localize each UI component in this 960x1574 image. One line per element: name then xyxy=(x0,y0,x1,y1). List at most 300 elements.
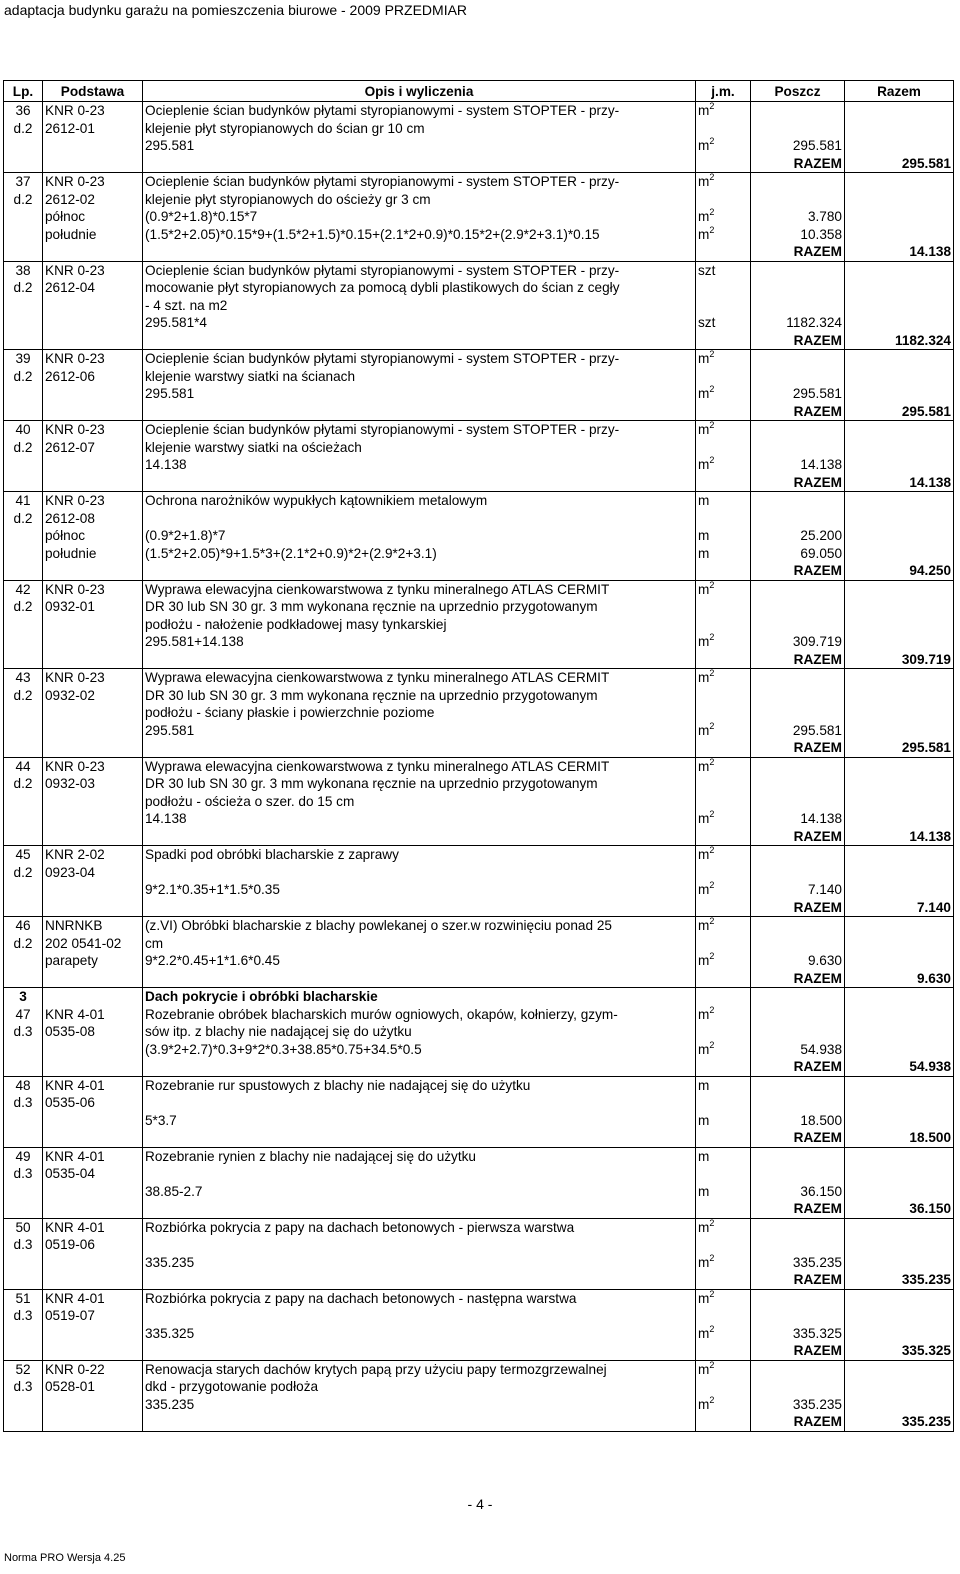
cell-basis xyxy=(43,155,143,173)
cell-total xyxy=(845,1112,954,1130)
cell-lp xyxy=(4,899,43,917)
cell-unit xyxy=(696,739,751,757)
cell-unit: m xyxy=(696,1076,751,1094)
cell-partial: 36.150 xyxy=(751,1183,845,1201)
cell-description: Renowacja starych dachów krytych papą przy użyciu papy termozgrzewalnej xyxy=(143,1360,696,1378)
cell-lp: d.2 xyxy=(4,935,43,953)
cell-partial xyxy=(751,1094,845,1112)
cell-basis: KNR 0-23 xyxy=(43,102,143,120)
table-row xyxy=(4,1112,954,1130)
cell-unit: $m^2$ xyxy=(696,226,751,244)
cell-lp xyxy=(4,385,43,403)
cell-description: 335.235 xyxy=(143,1396,696,1414)
cell-basis: północ xyxy=(43,527,143,545)
cell-basis: 0519-06 xyxy=(43,1236,143,1254)
cell-description: 295.581*4 xyxy=(143,314,696,332)
cell-total xyxy=(845,439,954,457)
cell-description: Wyprawa elewacyjna cienkowarstwowa z tynku mineralnego ATLAS CERMIT xyxy=(143,669,696,687)
page-number: - 4 - xyxy=(467,1496,493,1512)
cell-total xyxy=(845,722,954,740)
table-row xyxy=(4,137,954,155)
cell-basis: KNR 4-01 xyxy=(43,1218,143,1236)
header-lp: Lp. xyxy=(4,81,43,102)
cell-lp xyxy=(4,155,43,173)
cell-partial xyxy=(751,492,845,510)
cell-partial xyxy=(751,1147,845,1165)
cell-lp xyxy=(4,633,43,651)
cell-partial: 7.140 xyxy=(751,881,845,899)
cell-total xyxy=(845,687,954,705)
cell-partial xyxy=(751,598,845,616)
cell-unit: $m^2$ xyxy=(696,102,751,120)
cell-unit xyxy=(696,474,751,492)
cell-partial xyxy=(751,1006,845,1024)
cell-total xyxy=(845,881,954,899)
cell-basis: 2612-08 xyxy=(43,510,143,528)
cell-partial: 295.581 xyxy=(751,722,845,740)
cell-lp: 39 xyxy=(4,350,43,368)
cell-partial: 14.138 xyxy=(751,456,845,474)
cell-partial xyxy=(751,173,845,191)
cell-lp: d.2 xyxy=(4,598,43,616)
cell-description: DR 30 lub SN 30 gr. 3 mm wykonana ręcznie na uprzednio przygotowanym xyxy=(143,687,696,705)
cell-unit: $m^2$ xyxy=(696,208,751,226)
cell-partial: RAZEM xyxy=(751,899,845,917)
cell-description xyxy=(143,155,696,173)
cell-basis: parapety xyxy=(43,952,143,970)
cell-partial xyxy=(751,757,845,775)
cell-lp xyxy=(4,1254,43,1272)
table-row xyxy=(4,492,954,510)
cell-total xyxy=(845,1396,954,1414)
cell-unit: $m^2$ xyxy=(696,580,751,598)
cell-description xyxy=(143,332,696,350)
cell-partial: 295.581 xyxy=(751,137,845,155)
table-row xyxy=(4,1218,954,1236)
table-row xyxy=(4,793,954,811)
cell-lp: 36 xyxy=(4,102,43,120)
cell-unit: $m^2$ xyxy=(696,1041,751,1059)
cell-description: DR 30 lub SN 30 gr. 3 mm wykonana ręcznie na uprzednio przygotowanym xyxy=(143,598,696,616)
cell-total xyxy=(845,261,954,279)
cell-partial xyxy=(751,1165,845,1183)
cell-lp: 51 xyxy=(4,1289,43,1307)
cell-unit xyxy=(696,191,751,209)
table-row xyxy=(4,970,954,988)
cell-total: 335.235 xyxy=(845,1271,954,1289)
cell-total: 18.500 xyxy=(845,1129,954,1147)
cell-lp xyxy=(4,739,43,757)
cell-description: 9*2.2*0.45+1*1.6*0.45 xyxy=(143,952,696,970)
cell-lp xyxy=(4,704,43,722)
cell-unit: $m^2$ xyxy=(696,757,751,775)
table-row xyxy=(4,350,954,368)
cell-partial: RAZEM xyxy=(751,1200,845,1218)
cell-lp xyxy=(4,403,43,421)
cell-unit: szt xyxy=(696,314,751,332)
cell-basis xyxy=(43,385,143,403)
cell-description: (0.9*2+1.8)*0.15*7 xyxy=(143,208,696,226)
cell-description: sów itp. z blachy nie nadającej się do użytku xyxy=(143,1023,696,1041)
cell-basis: KNR 0-23 xyxy=(43,757,143,775)
cell-basis xyxy=(43,1254,143,1272)
cell-description xyxy=(143,1129,696,1147)
cell-lp xyxy=(4,1413,43,1431)
cell-unit xyxy=(696,704,751,722)
cell-partial xyxy=(751,1076,845,1094)
cell-partial: RAZEM xyxy=(751,1413,845,1431)
cell-total xyxy=(845,1360,954,1378)
cell-basis: 0932-02 xyxy=(43,687,143,705)
cell-partial: 25.200 xyxy=(751,527,845,545)
cell-total: 309.719 xyxy=(845,651,954,669)
cell-total: 14.138 xyxy=(845,474,954,492)
cell-partial xyxy=(751,935,845,953)
cell-partial: 335.235 xyxy=(751,1254,845,1272)
cell-basis xyxy=(43,722,143,740)
cell-basis xyxy=(43,297,143,315)
cell-partial xyxy=(751,687,845,705)
cell-description: Wyprawa elewacyjna cienkowarstwowa z tynku mineralnego ATLAS CERMIT xyxy=(143,580,696,598)
cell-basis: 0923-04 xyxy=(43,864,143,882)
cell-partial xyxy=(751,1360,845,1378)
cell-total: 36.150 xyxy=(845,1200,954,1218)
header-jm: j.m. xyxy=(696,81,751,102)
table-row xyxy=(4,1342,954,1360)
cell-description: - 4 szt. na m2 xyxy=(143,297,696,315)
cell-basis: NNRNKB xyxy=(43,917,143,935)
cell-total xyxy=(845,1236,954,1254)
cell-total xyxy=(845,917,954,935)
cell-lp: 45 xyxy=(4,846,43,864)
cell-description: mocowanie płyt styropianowych za pomocą dybli plastikowych do ścian z cegły xyxy=(143,279,696,297)
table-body xyxy=(4,102,954,1432)
cell-partial: RAZEM xyxy=(751,562,845,580)
cell-total xyxy=(845,1378,954,1396)
cell-partial xyxy=(751,120,845,138)
table-row xyxy=(4,439,954,457)
cell-total xyxy=(845,633,954,651)
cell-partial xyxy=(751,1378,845,1396)
table-row xyxy=(4,1307,954,1325)
cell-unit: $m^2$ xyxy=(696,350,751,368)
cell-description xyxy=(143,970,696,988)
cell-unit xyxy=(696,598,751,616)
table-row xyxy=(4,527,954,545)
cell-lp: 47 xyxy=(4,1006,43,1024)
cell-unit: $m^2$ xyxy=(696,1006,751,1024)
cell-total xyxy=(845,137,954,155)
cell-description xyxy=(143,1094,696,1112)
cell-lp: 38 xyxy=(4,261,43,279)
table-row xyxy=(4,952,954,970)
cell-lp: 50 xyxy=(4,1218,43,1236)
cell-lp xyxy=(4,137,43,155)
cell-basis: południe xyxy=(43,226,143,244)
cell-basis xyxy=(43,332,143,350)
cell-total: 295.581 xyxy=(845,403,954,421)
cell-basis: KNR 4-01 xyxy=(43,1006,143,1024)
cell-basis xyxy=(43,1325,143,1343)
cell-partial xyxy=(751,846,845,864)
header-poszcz: Poszcz xyxy=(751,81,845,102)
cell-unit xyxy=(696,279,751,297)
cell-total xyxy=(845,1218,954,1236)
cell-unit xyxy=(696,1271,751,1289)
cell-description: Spadki pod obróbki blacharskie z zaprawy xyxy=(143,846,696,864)
cell-unit xyxy=(696,1200,751,1218)
cell-basis: 2612-02 xyxy=(43,191,143,209)
cell-partial: RAZEM xyxy=(751,474,845,492)
cell-unit xyxy=(696,155,751,173)
cell-partial xyxy=(751,704,845,722)
cell-total: 335.235 xyxy=(845,1413,954,1431)
cell-unit xyxy=(696,899,751,917)
cell-partial: RAZEM xyxy=(751,970,845,988)
cell-basis xyxy=(43,1200,143,1218)
cell-basis: 2612-07 xyxy=(43,439,143,457)
cell-description xyxy=(143,1413,696,1431)
cell-description: klejenie warstwy siatki na ościeżach xyxy=(143,439,696,457)
cell-partial xyxy=(751,988,845,1006)
cell-lp: 52 xyxy=(4,1360,43,1378)
cell-basis xyxy=(43,1396,143,1414)
table-row xyxy=(4,102,954,120)
cell-basis xyxy=(43,988,143,1006)
table-row xyxy=(4,633,954,651)
cell-total xyxy=(845,492,954,510)
cell-unit: $m^2$ xyxy=(696,1360,751,1378)
cell-unit: $m^2$ xyxy=(696,669,751,687)
cell-description: (0.9*2+1.8)*7 xyxy=(143,527,696,545)
cell-description: Rozebranie obróbek blacharskich murów ogniowych, okapów, kołnierzy, gzym- xyxy=(143,1006,696,1024)
cell-lp xyxy=(4,722,43,740)
cell-basis: KNR 0-23 xyxy=(43,350,143,368)
cell-lp: d.2 xyxy=(4,439,43,457)
table-row xyxy=(4,226,954,244)
cell-unit: $m^2$ xyxy=(696,173,751,191)
cell-partial: RAZEM xyxy=(751,651,845,669)
table-row xyxy=(4,669,954,687)
table-row xyxy=(4,739,954,757)
cell-unit xyxy=(696,368,751,386)
cell-description xyxy=(143,1236,696,1254)
table-row xyxy=(4,191,954,209)
cell-basis xyxy=(43,243,143,261)
cell-unit: $m^2$ xyxy=(696,1396,751,1414)
cell-total xyxy=(845,775,954,793)
table-row xyxy=(4,828,954,846)
cell-total xyxy=(845,810,954,828)
table-row xyxy=(4,810,954,828)
cell-total xyxy=(845,1254,954,1272)
cell-description xyxy=(143,474,696,492)
cell-description: 295.581 xyxy=(143,722,696,740)
table-row xyxy=(4,988,954,1006)
cell-partial: RAZEM xyxy=(751,155,845,173)
cell-lp: 3 xyxy=(4,988,43,1006)
cell-partial xyxy=(751,1307,845,1325)
cell-lp xyxy=(4,1183,43,1201)
cell-basis xyxy=(43,1041,143,1059)
cell-total xyxy=(845,297,954,315)
cell-basis xyxy=(43,137,143,155)
cell-total xyxy=(845,456,954,474)
cell-total xyxy=(845,421,954,439)
cell-partial: 54.938 xyxy=(751,1041,845,1059)
cell-unit xyxy=(696,1378,751,1396)
cell-basis: KNR 0-23 xyxy=(43,669,143,687)
cell-basis xyxy=(43,403,143,421)
cell-total xyxy=(845,173,954,191)
table-row xyxy=(4,421,954,439)
cell-unit xyxy=(696,403,751,421)
table-row xyxy=(4,1023,954,1041)
cell-partial xyxy=(751,279,845,297)
cell-unit xyxy=(696,243,751,261)
cost-estimate-table xyxy=(3,80,954,1432)
cell-unit: $m^2$ xyxy=(696,1289,751,1307)
cell-unit xyxy=(696,120,751,138)
table-row xyxy=(4,1006,954,1024)
cell-description: Rozbiórka pokrycia z papy na dachach betonowych - pierwsza warstwa xyxy=(143,1218,696,1236)
cell-description: klejenie płyt styropianowych do ościeży gr 3 cm xyxy=(143,191,696,209)
cell-basis xyxy=(43,456,143,474)
cell-partial: RAZEM xyxy=(751,828,845,846)
cell-basis xyxy=(43,739,143,757)
cell-lp: 43 xyxy=(4,669,43,687)
cell-total xyxy=(845,1325,954,1343)
cell-unit: m xyxy=(696,527,751,545)
cell-unit xyxy=(696,1342,751,1360)
table-row xyxy=(4,173,954,191)
cell-partial xyxy=(751,1236,845,1254)
cell-unit: $m^2$ xyxy=(696,1218,751,1236)
cell-partial: 69.050 xyxy=(751,545,845,563)
cell-partial xyxy=(751,1218,845,1236)
cell-basis: 2612-06 xyxy=(43,368,143,386)
table-header-row xyxy=(4,81,954,102)
cell-unit: $m^2$ xyxy=(696,1325,751,1343)
table-row xyxy=(4,1413,954,1431)
cell-lp: d.2 xyxy=(4,687,43,705)
cell-lp xyxy=(4,208,43,226)
cell-basis: KNR 0-23 xyxy=(43,173,143,191)
table-row xyxy=(4,1360,954,1378)
cell-description: 295.581 xyxy=(143,137,696,155)
cell-total xyxy=(845,385,954,403)
cell-lp: 40 xyxy=(4,421,43,439)
table-row xyxy=(4,1289,954,1307)
cell-unit: szt xyxy=(696,261,751,279)
cell-total xyxy=(845,1023,954,1041)
cell-basis: 0932-01 xyxy=(43,598,143,616)
cell-unit: $m^2$ xyxy=(696,810,751,828)
cell-description xyxy=(143,651,696,669)
cell-description: Ocieplenie ścian budynków płytami styropianowymi - system STOPTER - przy- xyxy=(143,350,696,368)
cell-lp xyxy=(4,456,43,474)
cell-description: 9*2.1*0.35+1*1.5*0.35 xyxy=(143,881,696,899)
cell-lp xyxy=(4,1200,43,1218)
cell-partial: 335.325 xyxy=(751,1325,845,1343)
cell-partial xyxy=(751,439,845,457)
cell-lp: d.3 xyxy=(4,1378,43,1396)
cell-basis: 202 0541-02 xyxy=(43,935,143,953)
cell-basis xyxy=(43,1413,143,1431)
cell-total xyxy=(845,510,954,528)
cell-description: klejenie płyt styropianowych do ścian gr 10 cm xyxy=(143,120,696,138)
cell-basis: 0528-01 xyxy=(43,1378,143,1396)
table-row xyxy=(4,332,954,350)
cell-total xyxy=(845,279,954,297)
cell-lp xyxy=(4,810,43,828)
cell-unit xyxy=(696,562,751,580)
cell-total xyxy=(845,598,954,616)
table-row xyxy=(4,881,954,899)
cell-total xyxy=(845,952,954,970)
table-row xyxy=(4,545,954,563)
cell-total xyxy=(845,1006,954,1024)
table-row xyxy=(4,456,954,474)
table-row xyxy=(4,757,954,775)
cell-lp xyxy=(4,332,43,350)
cell-basis xyxy=(43,970,143,988)
cell-description: cm xyxy=(143,935,696,953)
cell-lp: 44 xyxy=(4,757,43,775)
cell-basis xyxy=(43,562,143,580)
cell-lp xyxy=(4,226,43,244)
cell-unit xyxy=(696,1165,751,1183)
cell-description xyxy=(143,1342,696,1360)
cell-total xyxy=(845,350,954,368)
cell-description: (1.5*2+2.05)*9+1.5*3+(2.1*2+0.9)*2+(2.9*2+3.1) xyxy=(143,545,696,563)
cell-lp: 46 xyxy=(4,917,43,935)
cell-lp: d.2 xyxy=(4,510,43,528)
table-row xyxy=(4,510,954,528)
cell-unit xyxy=(696,775,751,793)
cell-basis xyxy=(43,810,143,828)
cell-basis: 0535-04 xyxy=(43,1165,143,1183)
cell-unit: $m^2$ xyxy=(696,456,751,474)
cell-description xyxy=(143,864,696,882)
cell-basis: 2612-04 xyxy=(43,279,143,297)
table-row xyxy=(4,687,954,705)
table-row xyxy=(4,1183,954,1201)
cell-basis xyxy=(43,1129,143,1147)
cell-lp xyxy=(4,1396,43,1414)
cell-partial xyxy=(751,191,845,209)
cell-total: 295.581 xyxy=(845,155,954,173)
cell-total: 1182.324 xyxy=(845,332,954,350)
cell-unit xyxy=(696,970,751,988)
cell-basis xyxy=(43,474,143,492)
cell-basis xyxy=(43,314,143,332)
table-row xyxy=(4,155,954,173)
cell-description: 295.581 xyxy=(143,385,696,403)
cell-description: dkd - przygotowanie podłoża xyxy=(143,1378,696,1396)
table-row xyxy=(4,598,954,616)
cell-partial xyxy=(751,350,845,368)
cell-total: 54.938 xyxy=(845,1058,954,1076)
table-row xyxy=(4,1076,954,1094)
cell-total xyxy=(845,527,954,545)
table-row xyxy=(4,917,954,935)
table-row xyxy=(4,120,954,138)
cell-basis: południe xyxy=(43,545,143,563)
table-row xyxy=(4,1271,954,1289)
cell-total: 335.325 xyxy=(845,1342,954,1360)
cell-total xyxy=(845,757,954,775)
